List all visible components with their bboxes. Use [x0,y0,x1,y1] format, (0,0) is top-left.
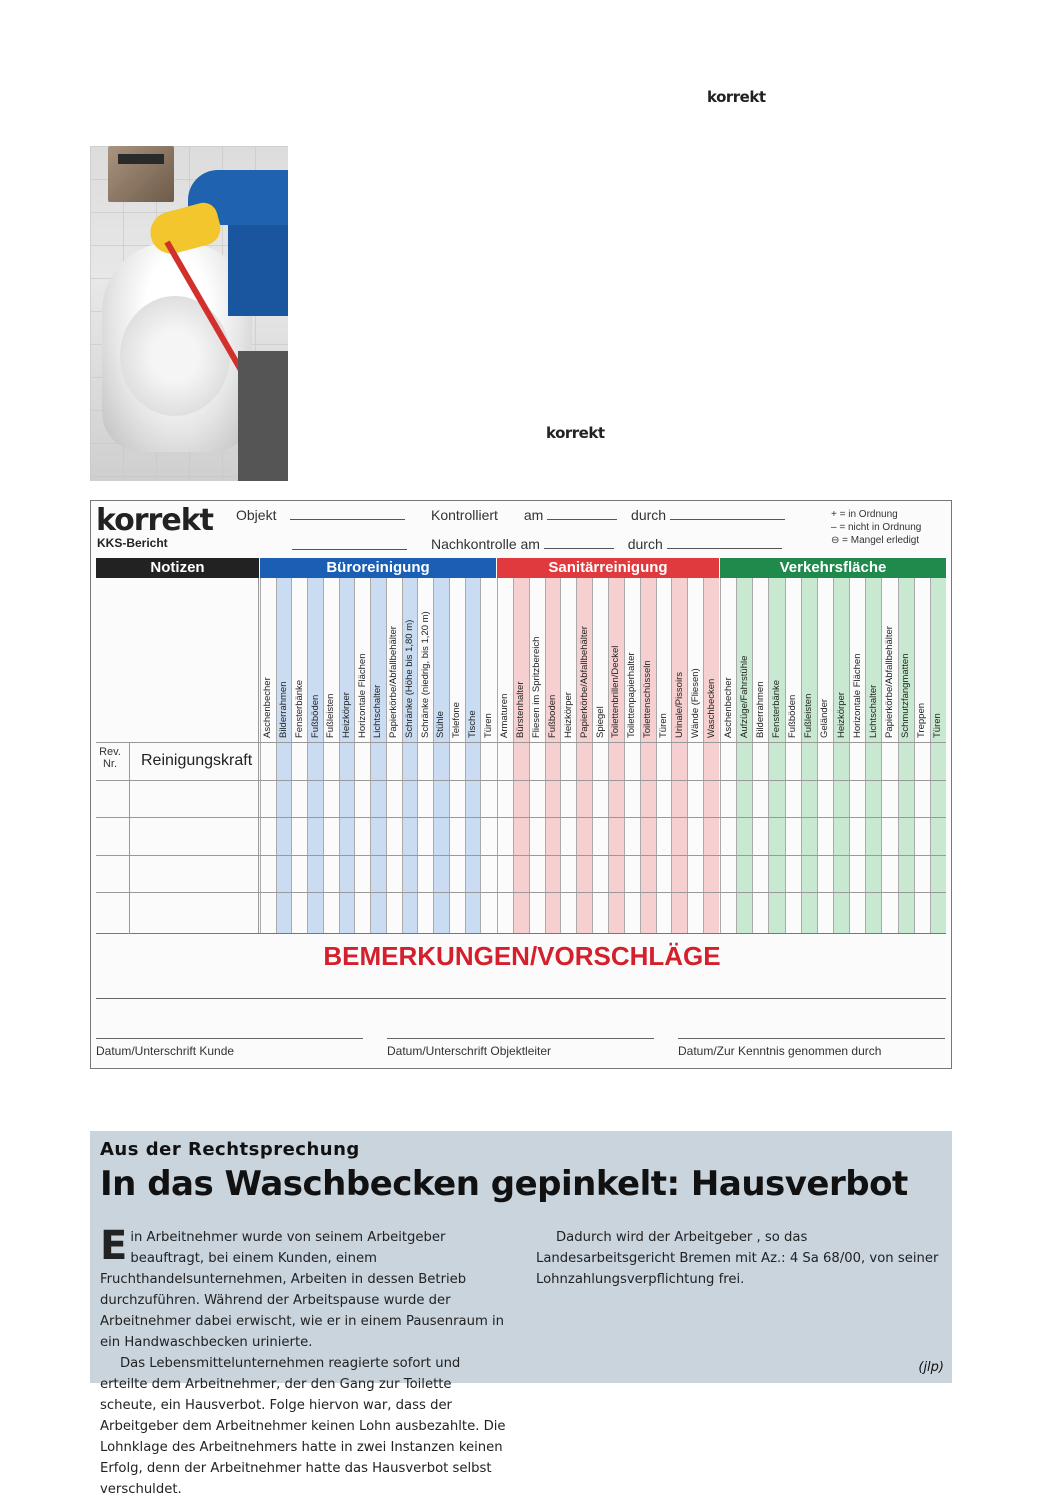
section-sanitaerreinigung: Sanitärreinigung [497,558,719,578]
verkehr-column[interactable] [898,578,914,934]
sanitaer-column[interactable] [545,578,561,934]
sanitaer-column-label: Heizkörper [562,692,574,738]
buero-column-label: Fensterbänke [293,679,305,738]
buero-column[interactable] [339,578,355,934]
signature-acknowledged-label: Datum/Zur Kenntnis genommen durch [678,1044,882,1058]
sanitaer-column-label: Toilettenpapierhalter [626,652,638,738]
buero-column[interactable] [465,578,481,934]
buero-column[interactable] [307,578,323,934]
buero-column[interactable] [480,578,496,934]
verkehr-column-label: Geländer [819,698,831,738]
verkehr-column[interactable] [736,578,752,934]
buero-column[interactable] [370,578,386,934]
form-subtitle: KKS-Bericht [97,536,168,550]
verkehr-column[interactable] [930,578,946,934]
verkehr-column-label: Fußböden [787,694,799,738]
buero-column-label: Fußböden [309,694,321,738]
sanitaer-column-label: Waschbecken [705,678,717,738]
section-bueroreinigung: Büroreinigung [260,558,496,578]
buero-column[interactable] [323,578,339,934]
durch-label-2: durch [627,536,663,552]
buero-column-label: Stühle [435,711,447,738]
sanitaer-column[interactable] [497,578,513,934]
buero-column[interactable] [386,578,402,934]
korrekt-logo-top: korrekt [707,88,766,106]
verkehr-column[interactable] [768,578,784,934]
am-label: am [523,507,544,523]
verkehr-column-label: Heizkörper [835,692,847,738]
buero-column[interactable] [417,578,433,934]
verkehr-column-label: Fußleisten [803,693,815,738]
buero-column-label: Schränke (Höhe bis 1,80 m) [403,619,415,738]
sanitaer-column-label: Spiegel [594,706,606,738]
buero-column-label: Papierkörbe/Abfallbehälter [388,626,400,738]
legal-article [90,1131,952,1497]
urinal-cleaning-photo [90,146,288,481]
verkehr-column-label: Horizontale Flächen [851,653,863,738]
article-paragraph-2: Das Lebensmittelunternehmen reagierte sofort und erteilte dem Arbeitnehmer, der den Gang zur Toilette scheute, ein Hausverbot. Folge hiervon war, dass der Arbeitgeber dem Arbeitnehmer keinen Lohn ausbezahlte. Die Lohnklage des Arbeitnehmers hatte in zwei Instanzen keinen Erfolg, denn der Arbeitnehmer hatte das Hausverbot selbst verschuldet. [100,1356,506,1497]
sanitaer-column-label: Fliesen im Spritzbereich [531,636,543,738]
article-paragraph-1: in Arbeitnehmer wurde von seinem Arbeitgeber beauftragt, bei einem Kunden, einem Fruchthandelsunternehmen, Arbeiten in dessen Betrieb durchzuführen. Während der Arbeitspause wurde der Arbeitnehmer dabei erwischt, wie er in einem Pausenraum in ein Handwaschbecken urinierte. [100,1230,505,1350]
verkehr-column-label: Fensterbänke [770,679,782,738]
buero-columns [260,578,496,934]
remarks-heading: BEMERKUNGEN/VORSCHLÄGE [323,941,721,971]
verkehr-column-label: Aschenbecher [722,677,734,738]
buero-column-label: Lichtschalter [372,684,384,738]
article-headline: In das Waschbecken gepinkelt: Hausverbot [100,1164,908,1204]
sanitaer-column[interactable] [687,578,703,934]
kontrolliert-field[interactable] [431,507,785,523]
kontrolliert-label: Kontrolliert [431,507,498,523]
durch-label: durch [631,507,667,523]
sanitaer-column[interactable] [608,578,624,934]
legend-not-ok: – = nicht in Ordnung [831,522,922,533]
sanitaer-column-label: Toilettenschüsseln [642,660,654,738]
sanitaer-column-label: Fußboden [546,694,558,738]
buero-column-label: Tische [466,710,478,738]
objekt-field[interactable] [236,507,405,523]
nachkontrolle-field[interactable] [431,536,782,552]
sanitaer-columns [497,578,719,934]
legend-resolved: ⊖ = Mangel erledigt [831,535,920,546]
objekt-field-2[interactable] [292,537,407,553]
article-dropcap: E [100,1223,128,1269]
legend [831,508,921,547]
article-paragraph-3: Dadurch wird der Arbeitgeber , so das Landesarbeitsgericht Bremen mit Az.: 4 Sa 68/00, von seiner Lohnzahlungsverpflichtung frei. [536,1230,939,1287]
signature-customer-label: Datum/Unterschrift Kunde [96,1044,235,1058]
objekt-label: Objekt [236,507,277,523]
buero-column[interactable] [449,578,465,934]
sanitaer-column[interactable] [624,578,640,934]
section-verkehrsflaeche: Verkehrsfläche [720,558,946,578]
verkehr-column[interactable] [817,578,833,934]
article-kicker: Aus der Rechtsprechung [100,1139,360,1160]
verkehr-column-label: Bilderrahmen [754,681,766,738]
buero-column[interactable] [276,578,292,934]
verkehr-column[interactable] [849,578,865,934]
sanitaer-column-label: Toilettenbrillen/Deckel [610,645,622,738]
sanitaer-column-label: Urinale/Pissoirs [673,672,685,738]
buero-column-label: Aschenbecher [262,677,274,738]
verkehr-column[interactable] [881,578,897,934]
remarks-line[interactable] [96,998,946,999]
legend-ok: + = in Ordnung [831,509,898,520]
sanitaer-column-label: Wände (Fliesen) [689,668,701,738]
buero-column[interactable] [433,578,449,934]
verkehr-column[interactable] [785,578,801,934]
buero-column-label: Fußleisten [325,693,337,738]
verkehr-column-label: Treppen [916,702,928,738]
article-credit: (jlp) [918,1360,944,1375]
sanitaer-column-label: Bürstenhalter [515,681,527,738]
reinigungskraft-header: Reinigungskraft [141,752,253,769]
buero-column-label: Telefone [451,702,463,738]
sanitaer-column[interactable] [671,578,687,934]
form-logo: korrekt [96,503,213,538]
verkehr-column-label: Schmutzfangmatten [900,653,912,738]
buero-column[interactable] [291,578,307,934]
buero-column-label: Heizkörper [341,692,353,738]
sanitaer-column[interactable] [592,578,608,934]
buero-column[interactable] [354,578,370,934]
verkehr-column-label: Papierkörbe/Abfallbehälter [883,626,895,738]
nachkontrolle-label: Nachkontrolle am [431,536,540,552]
sanitaer-column-label: Papierkörbe/Abfallbehälter [578,626,590,738]
sanitaer-column[interactable] [703,578,719,934]
buero-column-label: Türen [482,713,494,738]
buero-column-label: Bilderrahmen [278,681,290,738]
sanitaer-column[interactable] [529,578,545,934]
verkehr-column[interactable] [833,578,849,934]
signature-manager-label: Datum/Unterschrift Objektleiter [387,1044,552,1058]
section-notizen: Notizen [96,558,259,578]
verkehr-column[interactable] [720,578,736,934]
buero-column[interactable] [260,578,276,934]
sanitaer-column-label: Armaturen [499,693,511,738]
buero-column-label: Schränke (niedrig, bis 1,20 m) [419,611,431,738]
sanitaer-column[interactable] [513,578,529,934]
verkehr-column[interactable] [914,578,930,934]
verkehr-column-label: Lichtschalter [867,684,879,738]
sanitaer-column[interactable] [560,578,576,934]
verkehr-column[interactable] [801,578,817,934]
sanitaer-column[interactable] [656,578,672,934]
sanitaer-column-label: Türen [657,713,669,738]
korrekt-logo-middle: korrekt [546,424,605,442]
verkehr-column[interactable] [865,578,881,934]
buero-column[interactable] [402,578,418,934]
kks-report-form [90,500,952,1069]
verkehr-columns [720,578,946,934]
verkehr-column-label: Aufzüge/Fahrstühle [738,655,750,738]
sanitaer-column[interactable] [576,578,592,934]
sanitaer-column[interactable] [640,578,656,934]
verkehr-column-label: Türen [932,713,944,738]
verkehr-column[interactable] [752,578,768,934]
buero-column-label: Horizontale Flächen [356,653,368,738]
rev-nr-header: Rev. Nr. [99,746,121,770]
